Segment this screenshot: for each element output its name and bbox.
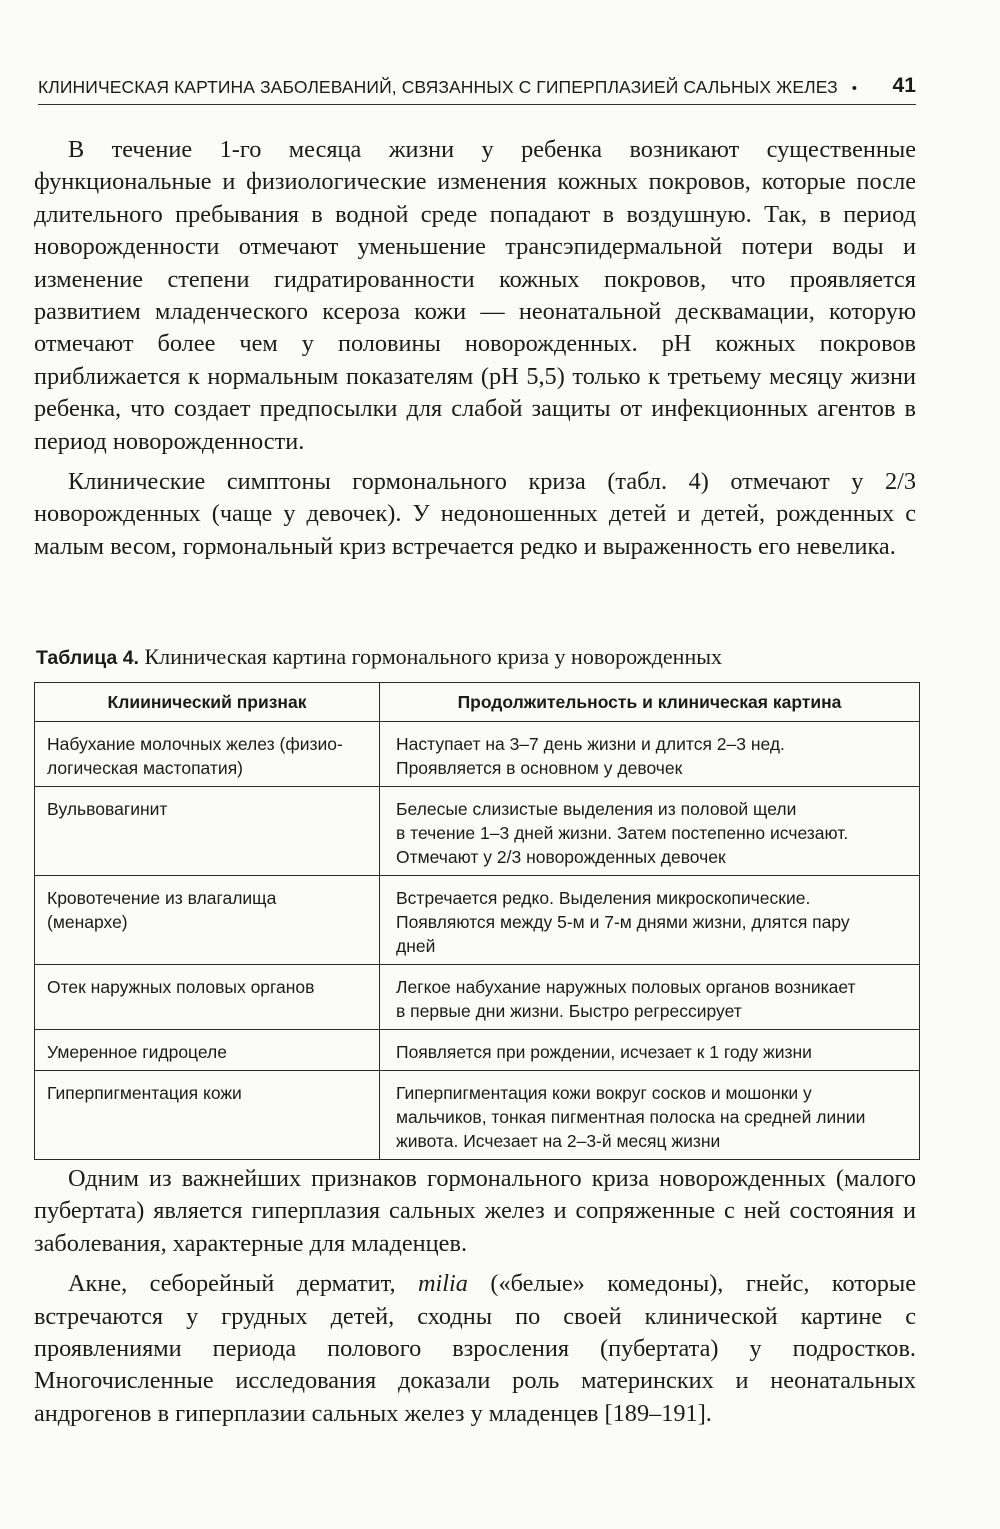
description-cell	[380, 1030, 920, 1071]
sign-line: Умеренное гидроцеле	[47, 1042, 227, 1062]
description-cell	[380, 965, 920, 1030]
column-header-sign: Клиинический признак	[35, 683, 380, 722]
header-bullet: •	[851, 80, 858, 97]
sign-cell	[35, 965, 380, 1030]
sign-line: Гиперпигментация кожи	[47, 1083, 242, 1103]
description-line: Гиперпигментация кожи вокруг сосков и мошонки у	[396, 1083, 812, 1103]
description-line: дней	[396, 936, 436, 956]
description-line: Появляется при рождении, исчезает к 1 году жизни	[396, 1042, 812, 1062]
column-header-description: Продолжительность и клиническая картина	[380, 683, 920, 722]
paragraph-acne-rest: («белые» комедоны), гнейс, которые встречаются у грудных детей, сходны по своей клинической картине с проявлениями периода полового взросления (пубертата) у подростков. Многочисленные исследования доказали роль материнских и неонатальных андрогенов в гиперплазии сальных желез у младенцев [189–191].	[34, 1270, 916, 1427]
sign-line: Вульвовагинит	[47, 799, 168, 819]
sign-line: Набухание молочных желез (физио-	[47, 734, 343, 754]
description-line: Отмечают у 2/3 новорожденных девочек	[396, 847, 726, 867]
paragraph-neonatal-skin: В течение 1-го месяца жизни у ребенка возникают существенные функциональные и физиологические изменения кожных покровов, которые после длительного пребывания в водной среде попадают в воздушную. Так, в период новорожденности отмечают уменьшение трансэпидермальной потери воды и изменение степени гидратированности кожных покровов, что проявляется развитием младенческого ксероза кожи — неонатальной десквамации, которую отмечают более чем у половины новорожденных. pH кожных покровов приближается к нормальным показателям (pH 5,5) только к третьему месяцу жизни ребенка, что создает предпосылки для слабой защиты от инфекционных агентов в период новорожденности.	[34, 136, 916, 455]
paragraph-acne-start: Акне, себорейный дерматит,	[68, 1270, 418, 1298]
sign-cell	[35, 876, 380, 965]
description-line: в течение 1–3 дней жизни. Затем постепенно исчезают.	[396, 823, 849, 843]
table-row	[35, 1030, 920, 1071]
table-row	[35, 1071, 920, 1160]
body-text-bottom	[34, 1163, 916, 1430]
description-cell	[380, 722, 920, 787]
description-line: живота. Исчезает на 2–3-й месяц жизни	[396, 1131, 721, 1151]
table-caption	[36, 644, 916, 670]
description-line: мальчиков, тонкая пигментная полоска на средней линии	[396, 1107, 866, 1127]
hormonal-crisis-table	[34, 682, 920, 1160]
table-row	[35, 876, 920, 965]
milia-term: milia	[417, 1270, 468, 1298]
running-header	[38, 74, 916, 105]
sign-cell	[35, 722, 380, 787]
table-row	[35, 722, 920, 787]
body-text-top	[34, 134, 916, 563]
sign-line: (менархе)	[47, 912, 128, 932]
table-caption-text: Клиническая картина гормонального криза у новорожденных	[144, 644, 723, 669]
sign-line: Отек наружных половых органов	[47, 977, 315, 997]
description-line: Наступает на 3–7 день жизни и длится 2–3 нед.	[396, 734, 785, 754]
description-line: Появляются между 5-м и 7-м днями жизни, длятся пару	[396, 912, 850, 932]
paragraph-sebaceous-hyperplasia: Одним из важнейших признаков гормонального криза новорожденных (малого пубертата) является гиперплазия сальных желез и сопряженные с ней состояния и заболевания, характерные для младенцев.	[34, 1165, 916, 1257]
sign-cell	[35, 1071, 380, 1160]
paragraph-hormonal-crisis: Клинические симптоны гормонального криза (табл. 4) отмечают у 2/3 новорожденных (чаще у девочек). У недоношенных детей и детей, рожденных с малым весом, гормональный криз встречается редко и выраженность его невелика.	[34, 468, 916, 560]
sign-line: логическая мастопатия)	[47, 758, 243, 778]
description-cell	[380, 876, 920, 965]
table-caption-label: Таблица 4.	[36, 647, 139, 669]
description-cell	[380, 1071, 920, 1160]
description-cell	[380, 787, 920, 876]
table-row	[35, 965, 920, 1030]
description-line: в первые дни жизни. Быстро регрессирует	[396, 1001, 742, 1021]
sign-cell	[35, 787, 380, 876]
description-line: Проявляется в основном у девочек	[396, 758, 683, 778]
description-line: Белесые слизистые выделения из половой щели	[396, 799, 797, 819]
sign-line: Кровотечение из влагалища	[47, 888, 277, 908]
description-line: Легкое набухание наружных половых органов возникает	[396, 977, 856, 997]
table-header-row	[35, 683, 920, 722]
header-title: КЛИНИЧЕСКАЯ КАРТИНА ЗАБОЛЕВАНИЙ, СВЯЗАННЫХ С ГИПЕРПЛАЗИЕЙ САЛЬНЫХ ЖЕЛЕЗ	[38, 77, 838, 97]
description-line: Встречается редко. Выделения микроскопические.	[396, 888, 811, 908]
page-number: 41	[892, 74, 916, 97]
paragraph-acne-milia	[34, 1268, 916, 1430]
table-row	[35, 787, 920, 876]
sign-cell	[35, 1030, 380, 1071]
